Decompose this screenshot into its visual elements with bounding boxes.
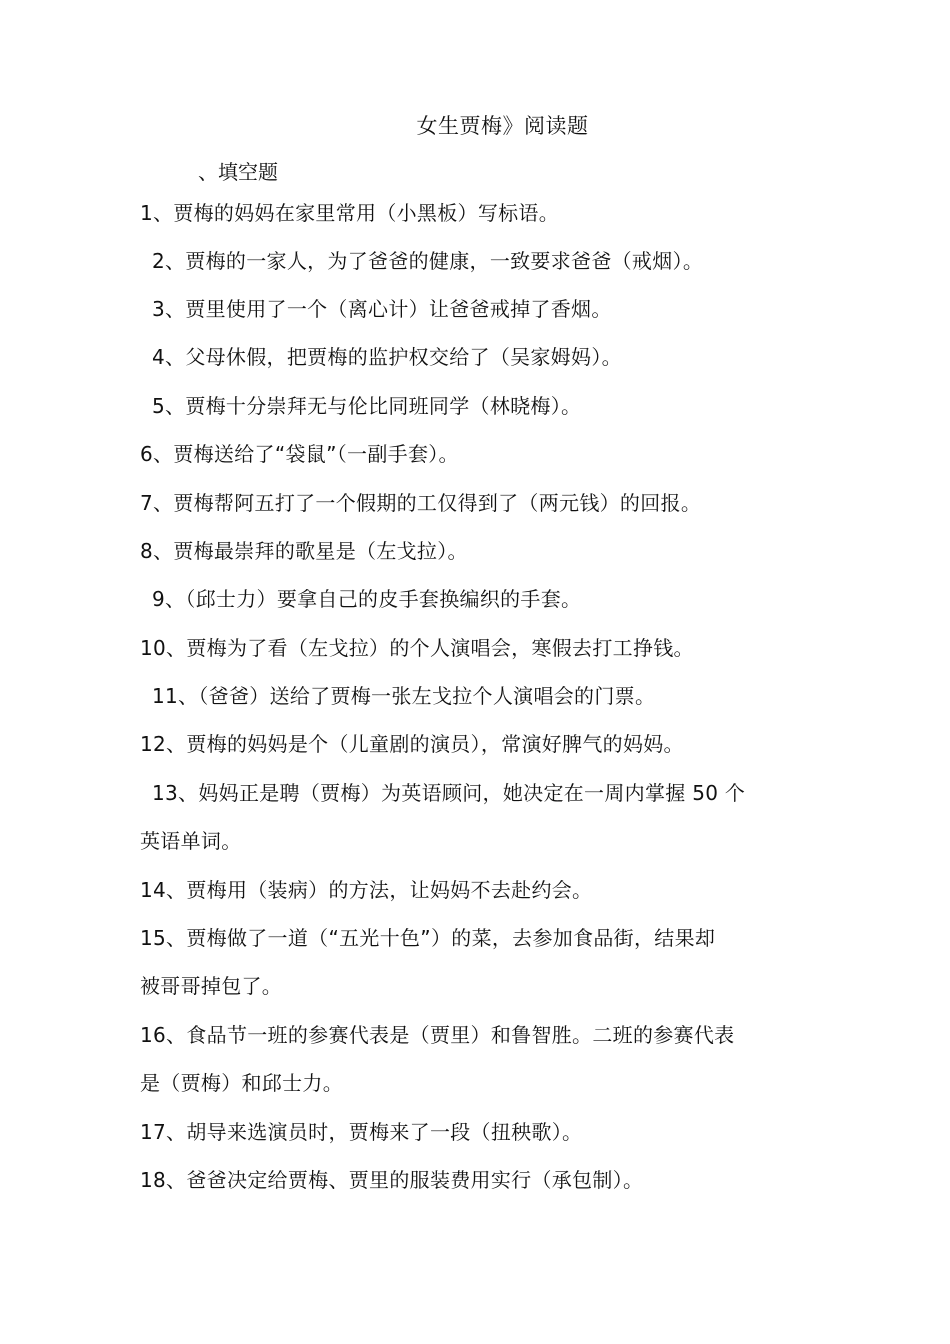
question-line: 16、食品节一班的参赛代表是（贾里）和鲁智胜。二班的参赛代表 xyxy=(140,1023,735,1047)
question-line: 9、（邱士力）要拿自己的皮手套换编织的手套。 xyxy=(152,587,582,611)
question-line: 1、贾梅的妈妈在家里常用（小黑板）写标语。 xyxy=(140,201,560,225)
question-line: 5、贾梅十分崇拜无与伦比同班同学（林晓梅）。 xyxy=(152,394,582,418)
section-heading: 、填空题 xyxy=(198,160,278,184)
question-line: 14、贾梅用（装病）的方法，让妈妈不去赴约会。 xyxy=(140,878,593,902)
question-line: 2、贾梅的一家人，为了爸爸的健康，一致要求爸爸（戒烟）。 xyxy=(152,249,704,273)
question-line-continued: 是（贾梅）和邱士力。 xyxy=(140,1071,343,1095)
question-line-continued: 英语单词。 xyxy=(140,829,242,853)
question-line: 13、妈妈正是聘（贾梅）为英语顾问，她决定在一周内掌握 50 个 xyxy=(152,781,746,805)
question-line: 7、贾梅帮阿五打了一个假期的工仅得到了（两元钱）的回报。 xyxy=(140,491,702,515)
document-title: 女生贾梅》阅读题 xyxy=(416,114,589,138)
question-line: 12、贾梅的妈妈是个（儿童剧的演员），常演好脾气的妈妈。 xyxy=(140,732,684,756)
question-line: 8、贾梅最崇拜的歌星是（左戈拉）。 xyxy=(140,539,468,563)
question-line: 15、贾梅做了一道（“五光十色”）的菜，去参加食品街，结果却 xyxy=(140,926,716,950)
question-line: 3、贾里使用了一个（离心计）让爸爸戒掉了香烟。 xyxy=(152,297,612,321)
question-line: 4、父母休假，把贾梅的监护权交给了（吴家姆妈）。 xyxy=(152,345,622,369)
question-line: 17、胡导来选演员时，贾梅来了一段（扭秧歌）。 xyxy=(140,1120,583,1144)
question-line: 10、贾梅为了看（左戈拉）的个人演唱会，寒假去打工挣钱。 xyxy=(140,636,694,660)
question-line: 18、爸爸决定给贾梅、贾里的服装费用实行（承包制）。 xyxy=(140,1168,644,1192)
question-line-continued: 被哥哥掉包了。 xyxy=(140,974,283,998)
question-line: 11、（爸爸）送给了贾梅一张左戈拉个人演唱会的门票。 xyxy=(152,684,656,708)
question-line: 6、贾梅送给了“袋鼠”（一副手套）。 xyxy=(140,442,459,466)
